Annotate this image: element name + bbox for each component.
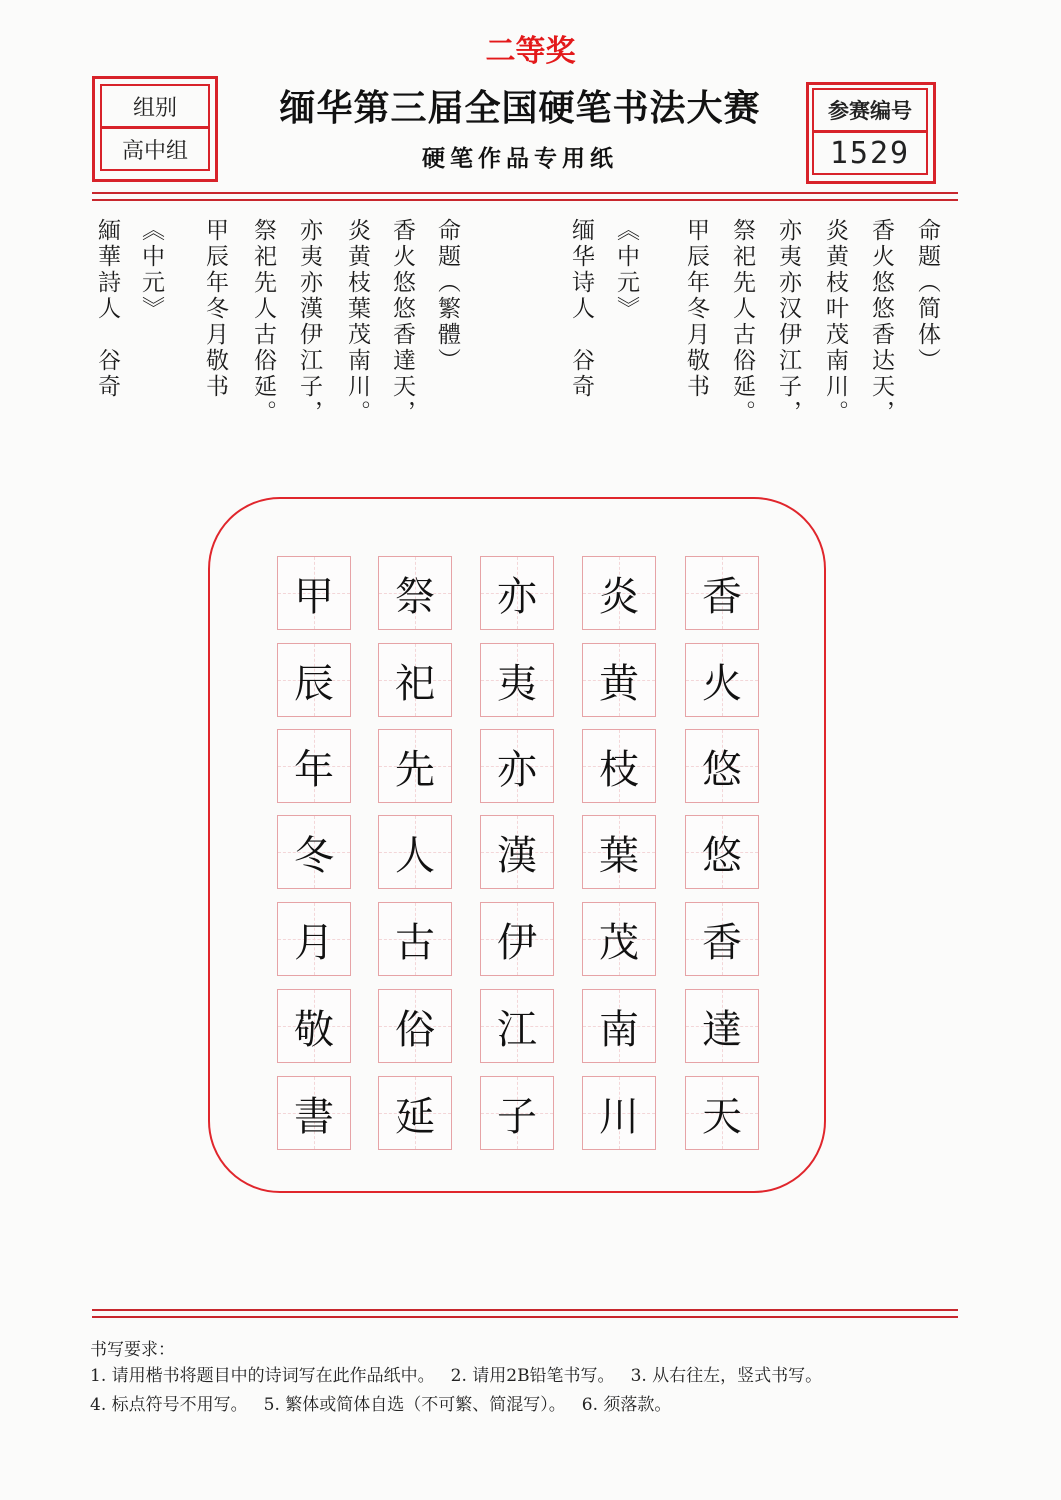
grid-character: 茂 xyxy=(599,919,639,966)
grid-character: 伊 xyxy=(497,919,537,966)
group-value: 高中组 xyxy=(100,127,210,171)
grid-character: 冬 xyxy=(294,832,334,879)
grid-cell xyxy=(277,989,351,1063)
grid-character: 亦 xyxy=(497,746,537,793)
grid-character: 古 xyxy=(395,919,435,966)
poem-simp-line: 香火悠悠香达天， xyxy=(868,218,894,426)
grid-cell xyxy=(480,643,554,717)
grid-cell xyxy=(582,1076,656,1150)
grid-cell xyxy=(480,815,554,889)
grid-character: 月 xyxy=(294,919,334,966)
requirement-item: 4. 标点符号不用写。 xyxy=(90,1395,248,1415)
requirements-line-2 xyxy=(90,1390,687,1415)
poem-simp-poem-title: 《中元》 xyxy=(613,218,639,322)
poem-trad-line: 祭祀先人古俗延。 xyxy=(250,218,276,426)
header-rule-bottom xyxy=(92,199,958,201)
grid-cell xyxy=(378,729,452,803)
poem-simp-signature: 甲辰年冬月敬书 xyxy=(683,218,709,400)
grid-character: 俗 xyxy=(395,1006,435,1053)
grid-character: 人 xyxy=(395,832,435,879)
requirement-item: 3. 从右往左，竖式书写。 xyxy=(630,1366,823,1386)
grid-cell xyxy=(378,643,452,717)
grid-cell xyxy=(685,1076,759,1150)
poem-trad-line: 亦夷亦漢伊江子， xyxy=(296,218,322,426)
grid-cell xyxy=(480,729,554,803)
requirements-heading: 书写要求： xyxy=(90,1340,175,1360)
requirement-item: 2. 请用2B铅笔书写。 xyxy=(450,1366,615,1386)
grid-character: 江 xyxy=(497,1006,537,1053)
grid-character: 亦 xyxy=(497,573,537,620)
grid-cell xyxy=(582,643,656,717)
grid-character: 先 xyxy=(395,746,435,793)
grid-character: 香 xyxy=(702,919,742,966)
grid-character: 南 xyxy=(599,1006,639,1053)
grid-cell xyxy=(582,815,656,889)
footer-rule-bottom xyxy=(92,1316,958,1318)
grid-character: 敬 xyxy=(294,1006,334,1053)
grid-character: 延 xyxy=(395,1093,435,1140)
grid-character: 書 xyxy=(294,1093,334,1140)
grid-character: 枝 xyxy=(599,746,639,793)
poem-simp-heading: 命题（简体） xyxy=(914,218,940,374)
poem-simp-line: 炎黄枝叶茂南川。 xyxy=(822,218,848,426)
grid-character: 夷 xyxy=(497,660,537,707)
header-rule-top xyxy=(92,192,958,194)
poem-trad-line: 炎黄枝葉茂南川。 xyxy=(344,218,370,426)
grid-character: 祀 xyxy=(395,660,435,707)
grid-cell xyxy=(378,902,452,976)
grid-character: 達 xyxy=(702,1006,742,1053)
award-label: 二等奖 xyxy=(485,34,576,69)
grid-cell xyxy=(582,556,656,630)
grid-character: 香 xyxy=(702,573,742,620)
grid-cell xyxy=(378,989,452,1063)
entry-number-value: 1529 xyxy=(812,131,928,175)
grid-cell xyxy=(685,989,759,1063)
grid-cell xyxy=(480,902,554,976)
grid-cell xyxy=(480,1076,554,1150)
poem-simp-author: 缅华诗人 谷奇 xyxy=(568,218,594,400)
grid-cell xyxy=(277,902,351,976)
grid-cell xyxy=(685,815,759,889)
grid-character: 炎 xyxy=(599,573,639,620)
poem-trad-heading: 命题（繁體） xyxy=(434,218,460,374)
grid-character: 辰 xyxy=(294,660,334,707)
grid-cell xyxy=(582,902,656,976)
grid-cell xyxy=(582,729,656,803)
poem-simp-line: 祭祀先人古俗延。 xyxy=(729,218,755,426)
requirement-item: 5. 繁体或简体自选（不可繁、简混写）。 xyxy=(263,1395,566,1415)
page-subtitle: 硬笔作品专用纸 xyxy=(422,145,618,172)
grid-cell xyxy=(685,643,759,717)
grid-character: 甲 xyxy=(294,573,334,620)
grid-character: 黄 xyxy=(599,660,639,707)
grid-cell xyxy=(685,729,759,803)
poem-trad-author: 緬華詩人 谷奇 xyxy=(94,218,120,400)
grid-cell xyxy=(277,643,351,717)
grid-character: 祭 xyxy=(395,573,435,620)
requirement-item: 1. 请用楷书将题目中的诗词写在此作品纸中。 xyxy=(90,1366,435,1386)
poem-simp-line: 亦夷亦汉伊江子， xyxy=(775,218,801,426)
grid-cell xyxy=(277,1076,351,1150)
grid-character: 天 xyxy=(702,1093,742,1140)
grid-cell xyxy=(277,729,351,803)
grid-character: 川 xyxy=(599,1093,639,1140)
requirement-item: 6. 须落款。 xyxy=(581,1395,672,1415)
grid-character: 年 xyxy=(294,746,334,793)
group-label: 组别 xyxy=(100,84,210,128)
grid-character: 漢 xyxy=(497,832,537,879)
grid-cell xyxy=(277,815,351,889)
grid-character: 火 xyxy=(702,660,742,707)
requirements-line-1 xyxy=(90,1361,838,1386)
grid-cell xyxy=(378,815,452,889)
grid-character: 子 xyxy=(497,1093,537,1140)
poem-trad-poem-title: 《中元》 xyxy=(138,218,164,322)
grid-cell xyxy=(480,556,554,630)
footer-rule-top xyxy=(92,1309,958,1311)
grid-cell xyxy=(685,902,759,976)
entry-number-label: 参赛编号 xyxy=(812,88,928,132)
grid-cell xyxy=(378,1076,452,1150)
grid-character: 悠 xyxy=(702,746,742,793)
grid-cell xyxy=(480,989,554,1063)
page-title: 缅华第三届全国硬笔书法大赛 xyxy=(279,87,761,129)
grid-cell xyxy=(378,556,452,630)
grid-character: 葉 xyxy=(599,832,639,879)
grid-cell xyxy=(685,556,759,630)
grid-cell xyxy=(582,989,656,1063)
grid-character: 悠 xyxy=(702,832,742,879)
poem-trad-line: 香火悠悠香達天， xyxy=(389,218,415,426)
grid-cell xyxy=(277,556,351,630)
poem-trad-signature: 甲辰年冬月敬书 xyxy=(202,218,228,400)
